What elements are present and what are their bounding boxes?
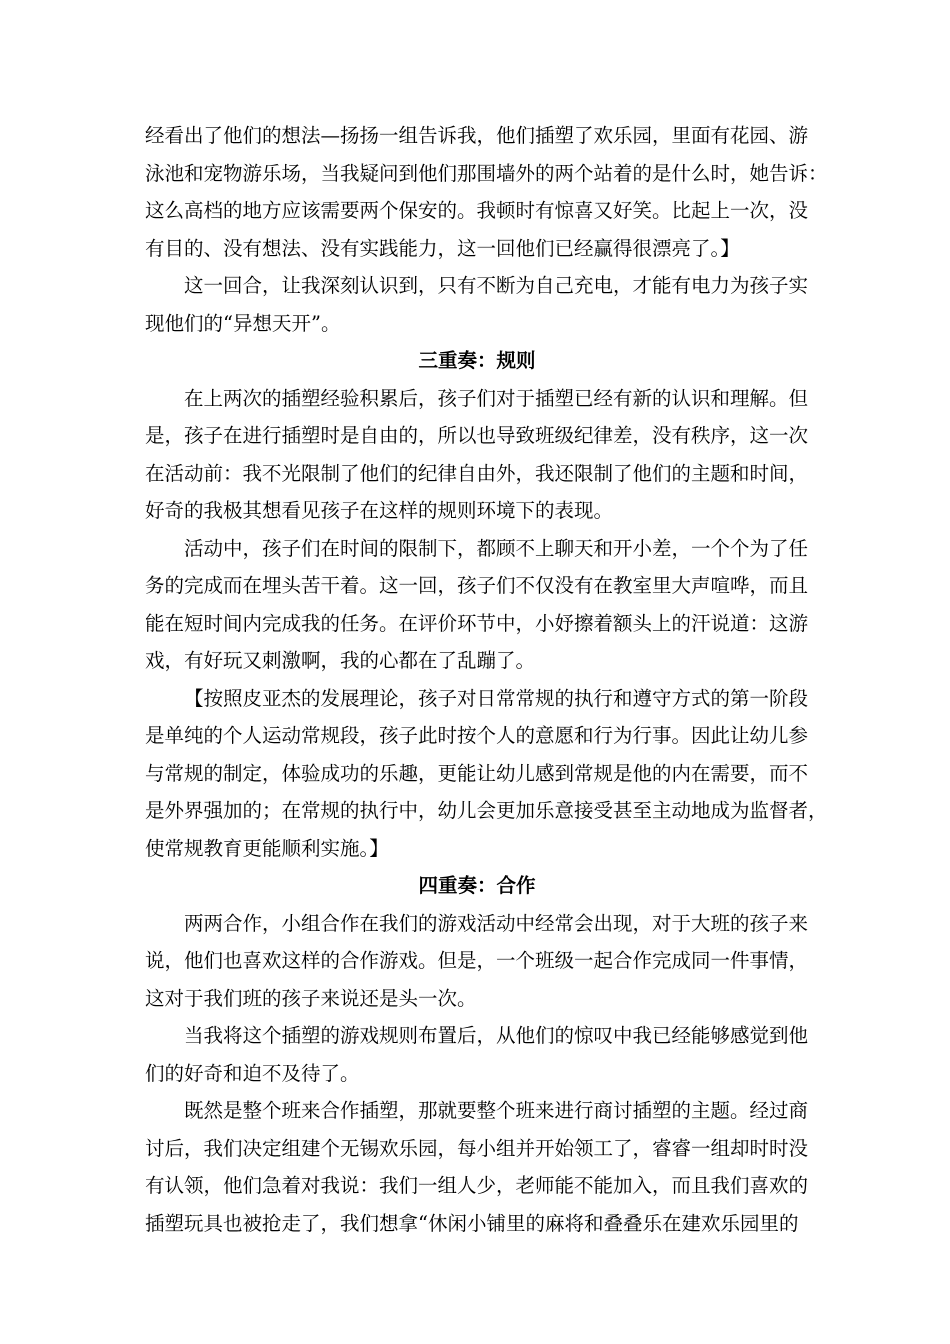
document-page bbox=[145, 117, 828, 1242]
text-line: 是，孩子在进行插塑时是自由的，所以也导致班级纪律差，没有秩序，这一次 bbox=[145, 424, 809, 447]
text-line: 戏，有好玩又刺激啊，我的心都在了乱蹦了。 bbox=[145, 649, 536, 672]
text-line: 在上两次的插塑经验积累后，孩子们对于插塑已经有新的认识和理解。但 bbox=[184, 386, 809, 410]
paragraph-reflection bbox=[145, 267, 809, 342]
paragraph-rules-intro bbox=[145, 380, 809, 530]
section-heading-rules: 三重奏：规则 bbox=[418, 349, 536, 372]
text-line: 这一回合，让我深刻认识到，只有不断为自己充电，才能有电力为孩子实 bbox=[184, 274, 809, 297]
paragraph-cooperation-intro bbox=[145, 905, 809, 1018]
text-line: 活动中，孩子们在时间的限制下，都顾不上聊天和开小差，一个个为了任 bbox=[184, 536, 809, 560]
text-line: 这对于我们班的孩子来说还是头一次。 bbox=[145, 986, 477, 1010]
text-line: 经看出了他们的想法—扬扬一组告诉我，他们插塑了欢乐园，里面有花园、游 bbox=[145, 124, 809, 147]
section-heading-cooperation: 四重奏：合作 bbox=[418, 874, 536, 897]
text-line: 讨后，我们决定组建个无锡欢乐园，每小组并开始领工了，睿睿一组却时时没 bbox=[145, 1136, 809, 1160]
paragraph-rules-announced bbox=[145, 1017, 809, 1092]
paragraph-story-continued bbox=[145, 117, 828, 267]
text-line: 与常规的制定，体验成功的乐趣，更能让幼儿感到常规是他的内在需要，而不 bbox=[145, 761, 809, 785]
text-line: 是外界强加的；在常规的执行中，幼儿会更加乐意接受甚至主动地成为监督者， bbox=[145, 799, 828, 822]
paragraph-activity bbox=[145, 530, 809, 680]
text-line: 【按照皮亚杰的发展理论，孩子对日常常规的执行和遵守方式的第一阶段 bbox=[184, 686, 809, 710]
text-line: 既然是整个班来合作插塑，那就要整个班来进行商讨插塑的主题。经过商 bbox=[184, 1099, 809, 1122]
text-line: 两两合作，小组合作在我们的游戏活动中经常会出现，对于大班的孩子来 bbox=[184, 911, 809, 935]
paragraph-class-discussion bbox=[145, 1092, 809, 1242]
text-line: 说，他们也喜欢这样的合作游戏。但是，一个班级一起合作完成同一件事情， bbox=[145, 949, 809, 972]
text-line: 当我将这个插塑的游戏规则布置后，从他们的惊叹中我已经能够感觉到他 bbox=[184, 1024, 809, 1047]
text-line: 有认领，他们急着对我说：我们一组人少，老师能不能加入，而且我们喜欢的 bbox=[145, 1174, 809, 1197]
text-line: 好奇的我极其想看见孩子在这样的规则环境下的表现。 bbox=[145, 499, 614, 522]
text-line: 们的好奇和迫不及待了。 bbox=[145, 1061, 360, 1085]
text-line: 插塑玩具也被抢走了，我们想拿“休闲小铺里的麻将和叠叠乐在建欢乐园里的 bbox=[145, 1211, 799, 1235]
paragraph-piaget-note bbox=[145, 680, 828, 868]
text-line: 是单纯的个人运动常规段，孩子此时按个人的意愿和行为行事。因此让幼儿参 bbox=[145, 724, 809, 747]
text-line: 这么高档的地方应该需要两个保安的。我顿时有惊喜又好笑。比起上一次，没 bbox=[145, 199, 809, 222]
text-line: 使常规教育更能顺利实施。】 bbox=[145, 836, 389, 860]
text-line: 能在短时间内完成我的任务。在评价环节中，小妤擦着额头上的汗说道：这游 bbox=[145, 611, 809, 635]
text-line: 有目的、没有想法、没有实践能力，这一回他们已经赢得很漂亮了。】 bbox=[145, 236, 740, 260]
text-line: 务的完成而在埋头苦干着。这一回，孩子们不仅没有在教室里大声喧哗，而且 bbox=[145, 574, 809, 597]
text-line: 现他们的“异想天开”。 bbox=[145, 311, 341, 335]
text-line: 在活动前：我不光限制了他们的纪律自由外，我还限制了他们的主题和时间， bbox=[145, 461, 809, 485]
text-line: 泳池和宠物游乐场，当我疑问到他们那围墙外的两个站着的是什么时，她告诉： bbox=[145, 161, 828, 185]
